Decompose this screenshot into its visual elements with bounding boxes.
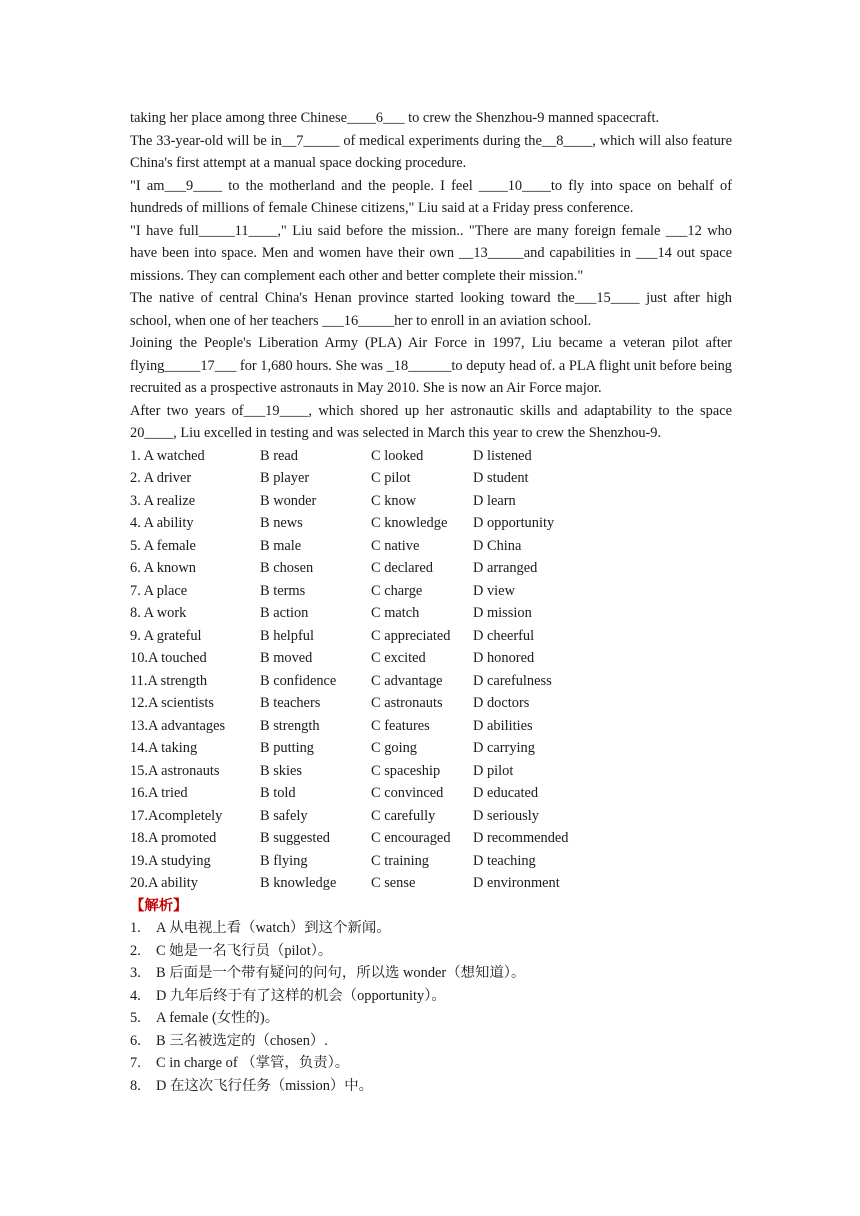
passage-paragraph: The 33-year-old will be in__7_____ of medical experiments during the__8____, which will also feature China's first attempt at a manual space docking procedure. — [130, 132, 732, 171]
passage-paragraph: "I am___9____ to the motherland and the people. I feel ____10____to fly into space on behalf of hundreds of millions of female Chinese citizens," Liu said at a Friday press conference. — [130, 177, 732, 216]
analysis-text: C in charge of （掌管，负责）。 — [156, 1055, 350, 1071]
option-row — [130, 557, 732, 580]
option-row — [130, 827, 732, 850]
option-a: 10.A touched — [130, 650, 207, 666]
option-c: C features — [371, 717, 430, 734]
options-list — [130, 445, 732, 895]
option-c: C match — [371, 605, 420, 621]
option-b: B moved — [260, 650, 313, 666]
option-c: C declared — [371, 560, 433, 576]
analysis-number: 8. — [130, 1077, 141, 1094]
option-c: C carefully — [371, 807, 436, 824]
option-b: B player — [260, 470, 310, 486]
analysis-number: 2. — [130, 942, 141, 959]
option-b: B knowledge — [260, 875, 337, 891]
option-c: C going — [371, 740, 417, 756]
analysis-item — [130, 940, 732, 963]
option-d: D environment — [473, 875, 560, 891]
option-a: 12.A scientists — [130, 695, 214, 711]
option-a: 14.A taking — [130, 740, 198, 756]
option-d: D China — [473, 537, 522, 554]
analysis-list — [130, 917, 732, 1097]
analysis-text: D 在这次飞行任务（mission）中。 — [156, 1077, 374, 1094]
option-c: C training — [371, 852, 429, 869]
option-b: B suggested — [260, 830, 330, 846]
option-row — [130, 580, 732, 603]
option-c: C pilot — [371, 470, 411, 486]
option-b: B confidence — [260, 672, 337, 689]
option-a: 4. A ability — [130, 515, 194, 531]
option-a: 9. A grateful — [130, 627, 202, 644]
option-a: 8. A work — [130, 605, 187, 621]
option-b: B read — [260, 447, 298, 464]
option-d: D listened — [473, 447, 532, 464]
option-d: D doctors — [473, 695, 530, 711]
option-b: B told — [260, 785, 296, 801]
option-b: B safely — [260, 807, 308, 824]
option-c: C spaceship — [371, 762, 441, 779]
option-d: D cheerful — [473, 627, 535, 644]
option-a: 13.A advantages — [130, 717, 226, 734]
analysis-text: C 她是一名飞行员（pilot）。 — [156, 942, 333, 959]
option-b: B skies — [260, 762, 302, 779]
option-c: C appreciated — [371, 627, 451, 644]
option-row — [130, 535, 732, 558]
option-b: B news — [260, 515, 303, 531]
option-d: D recommended — [473, 830, 569, 846]
option-b: B male — [260, 537, 302, 554]
option-row — [130, 625, 732, 648]
option-d: D student — [473, 470, 529, 486]
option-a: 7. A place — [130, 582, 188, 599]
option-a: 1. A watched — [130, 447, 205, 464]
option-b: B putting — [260, 740, 314, 756]
option-a: 20.A ability — [130, 875, 198, 891]
option-a: 18.A promoted — [130, 830, 217, 846]
analysis-heading: 【解析】 — [130, 897, 188, 914]
option-b: B action — [260, 605, 309, 621]
option-row — [130, 760, 732, 783]
option-c: C sense — [371, 875, 416, 891]
option-d: D abilities — [473, 717, 533, 734]
option-d: D educated — [473, 785, 539, 801]
analysis-number: 3. — [130, 965, 141, 981]
option-c: C looked — [371, 447, 424, 464]
option-c: C know — [371, 492, 417, 509]
option-row — [130, 602, 732, 625]
option-row — [130, 467, 732, 490]
analysis-number: 5. — [130, 1010, 141, 1026]
option-row — [130, 692, 732, 715]
option-b: B flying — [260, 852, 308, 869]
option-a: 6. A known — [130, 560, 196, 576]
option-c: C charge — [371, 582, 423, 599]
passage-paragraph: The native of central China's Henan province started looking toward the___15____ just after high school, when one of her teachers ___16_____her to enroll in an aviation school. — [130, 290, 732, 329]
option-c: C astronauts — [371, 695, 443, 711]
analysis-item — [130, 917, 732, 940]
option-row — [130, 512, 732, 535]
option-c: C convinced — [371, 785, 444, 801]
passage-paragraph: Joining the People's Liberation Army (PLA) Air Force in 1997, Liu became a veteran pilot after flying_____17___ for 1,680 hours. She was _18______to deputy head of. a PLA flight unit before being recruited as a prospective astronauts in May 2010. She is now an Air Force major. — [130, 335, 732, 396]
analysis-item — [130, 1030, 732, 1053]
analysis-text: B 后面是一个带有疑问的问句，所以选 wonder（想知道）。 — [156, 965, 526, 981]
option-a: 11.A strength — [130, 672, 208, 689]
option-b: B teachers — [260, 695, 321, 711]
option-d: D carrying — [473, 740, 535, 756]
option-b: B helpful — [260, 627, 314, 644]
analysis-text: A female (女性的)。 — [156, 1010, 280, 1026]
option-row — [130, 850, 732, 873]
analysis-number: 4. — [130, 987, 141, 1004]
analysis-number: 1. — [130, 920, 141, 936]
option-b: B terms — [260, 582, 306, 599]
option-d: D arranged — [473, 560, 538, 576]
passage-paragraph: "I have full_____11____," Liu said before the mission.. "There are many foreign female ___12 who have been into space. Men and women have their own __13_____and capabilities in ___14 out space missions. They can complement each other and better complete their mission." — [130, 222, 732, 284]
analysis-item — [130, 1007, 732, 1030]
option-d: D pilot — [473, 762, 514, 779]
passage — [130, 107, 732, 445]
option-row — [130, 782, 732, 805]
passage-paragraph: taking her place among three Chinese____6___ to crew the Shenzhou-9 manned spacecraft. — [130, 110, 660, 126]
option-a: 2. A driver — [130, 470, 192, 486]
option-c: C excited — [371, 650, 426, 666]
option-c: C advantage — [371, 672, 443, 689]
option-row — [130, 715, 732, 738]
option-c: C encouraged — [371, 830, 451, 846]
option-c: C knowledge — [371, 515, 448, 531]
option-row — [130, 872, 732, 895]
option-a: 3. A realize — [130, 492, 196, 509]
analysis-item — [130, 1052, 732, 1075]
option-row — [130, 737, 732, 760]
option-a: 5. A female — [130, 537, 196, 554]
analysis-item — [130, 985, 732, 1008]
option-a: 16.A tried — [130, 785, 188, 801]
option-row — [130, 647, 732, 670]
option-d: D view — [473, 582, 515, 599]
passage-paragraph: After two years of___19____, which shored up her astronautic skills and adaptability to the space 20____, Liu excelled in testing and was selected in March this year to crew the Shenzhou-9. — [130, 402, 732, 441]
option-d: D mission — [473, 605, 532, 621]
option-d: D seriously — [473, 807, 539, 824]
analysis-text: B 三名被选定的（chosen）. — [156, 1032, 328, 1049]
option-row — [130, 490, 732, 513]
option-d: D carefulness — [473, 672, 552, 689]
analysis-text: D 九年后终于有了这样的机会（opportunity）。 — [156, 987, 446, 1004]
option-d: D learn — [473, 492, 516, 509]
option-row — [130, 670, 732, 693]
option-b: B wonder — [260, 492, 317, 509]
option-a: 19.A studying — [130, 852, 211, 869]
document-page — [130, 107, 732, 1097]
option-d: D teaching — [473, 852, 536, 869]
option-a: 17.Acompletely — [130, 807, 223, 824]
option-d: D opportunity — [473, 515, 555, 531]
analysis-number: 7. — [130, 1055, 141, 1071]
option-a: 15.A astronauts — [130, 762, 220, 779]
option-b: B chosen — [260, 560, 314, 576]
option-c: C native — [371, 537, 420, 554]
option-d: D honored — [473, 650, 535, 666]
option-row — [130, 805, 732, 828]
analysis-number: 6. — [130, 1032, 141, 1049]
analysis-item — [130, 962, 732, 985]
option-row — [130, 445, 732, 468]
analysis-text: A 从电视上看（watch）到这个新闻。 — [156, 920, 391, 936]
option-b: B strength — [260, 717, 320, 734]
analysis-item — [130, 1075, 732, 1098]
